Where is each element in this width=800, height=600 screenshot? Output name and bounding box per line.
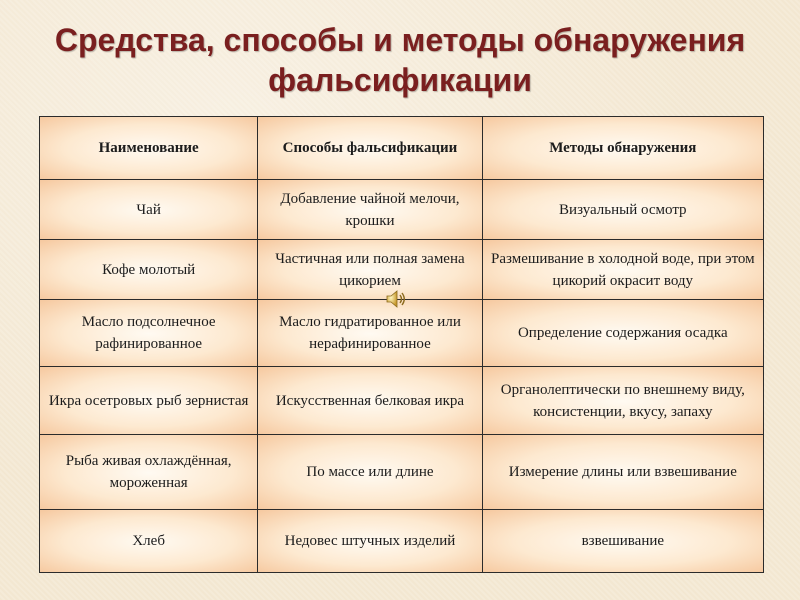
table-row	[40, 435, 764, 510]
cell-falsification: Частичная или полная замена цикорием	[258, 240, 482, 300]
cell-detection: Определение содержания осадка	[482, 300, 763, 367]
cell-detection: взвешивание	[482, 510, 763, 573]
cell-falsification: По массе или длине	[258, 435, 482, 510]
header-name: Наименование	[40, 117, 258, 180]
cell-name: Чай	[40, 180, 258, 240]
page-title	[0, 20, 800, 100]
title-line-1: Средства, способы и методы обнаружения	[54, 22, 746, 58]
cell-name: Масло подсолнечное рафинированное	[40, 300, 258, 367]
table-header-row	[40, 117, 764, 180]
falsification-table	[39, 116, 764, 573]
table-row	[40, 510, 764, 573]
cell-detection: Измерение длины или взвешивание	[482, 435, 763, 510]
cell-name: Рыба живая охлаждённая, мороженная	[40, 435, 258, 510]
cell-falsification: Недовес штучных изделий	[258, 510, 482, 573]
table-row	[40, 180, 764, 240]
cell-falsification: Искусственная белковая икра	[258, 367, 482, 435]
cell-falsification: Масло гидратированное или нерафинированное	[258, 300, 482, 367]
title-line-2: фальсификации	[268, 62, 532, 98]
speaker-icon[interactable]	[384, 287, 408, 311]
cell-detection: Размешивание в холодной воде, при этом цикорий окрасит воду	[482, 240, 763, 300]
cell-name: Кофе молотый	[40, 240, 258, 300]
table-row	[40, 367, 764, 435]
cell-name: Икра осетровых рыб зернистая	[40, 367, 258, 435]
cell-detection: Органолептически по внешнему виду, консистенции, вкусу, запаху	[482, 367, 763, 435]
cell-falsification: Добавление чайной мелочи, крошки	[258, 180, 482, 240]
header-methods-falsification: Способы фальсификации	[258, 117, 482, 180]
cell-detection: Визуальный осмотр	[482, 180, 763, 240]
cell-name: Хлеб	[40, 510, 258, 573]
header-detection-methods: Методы обнаружения	[482, 117, 763, 180]
